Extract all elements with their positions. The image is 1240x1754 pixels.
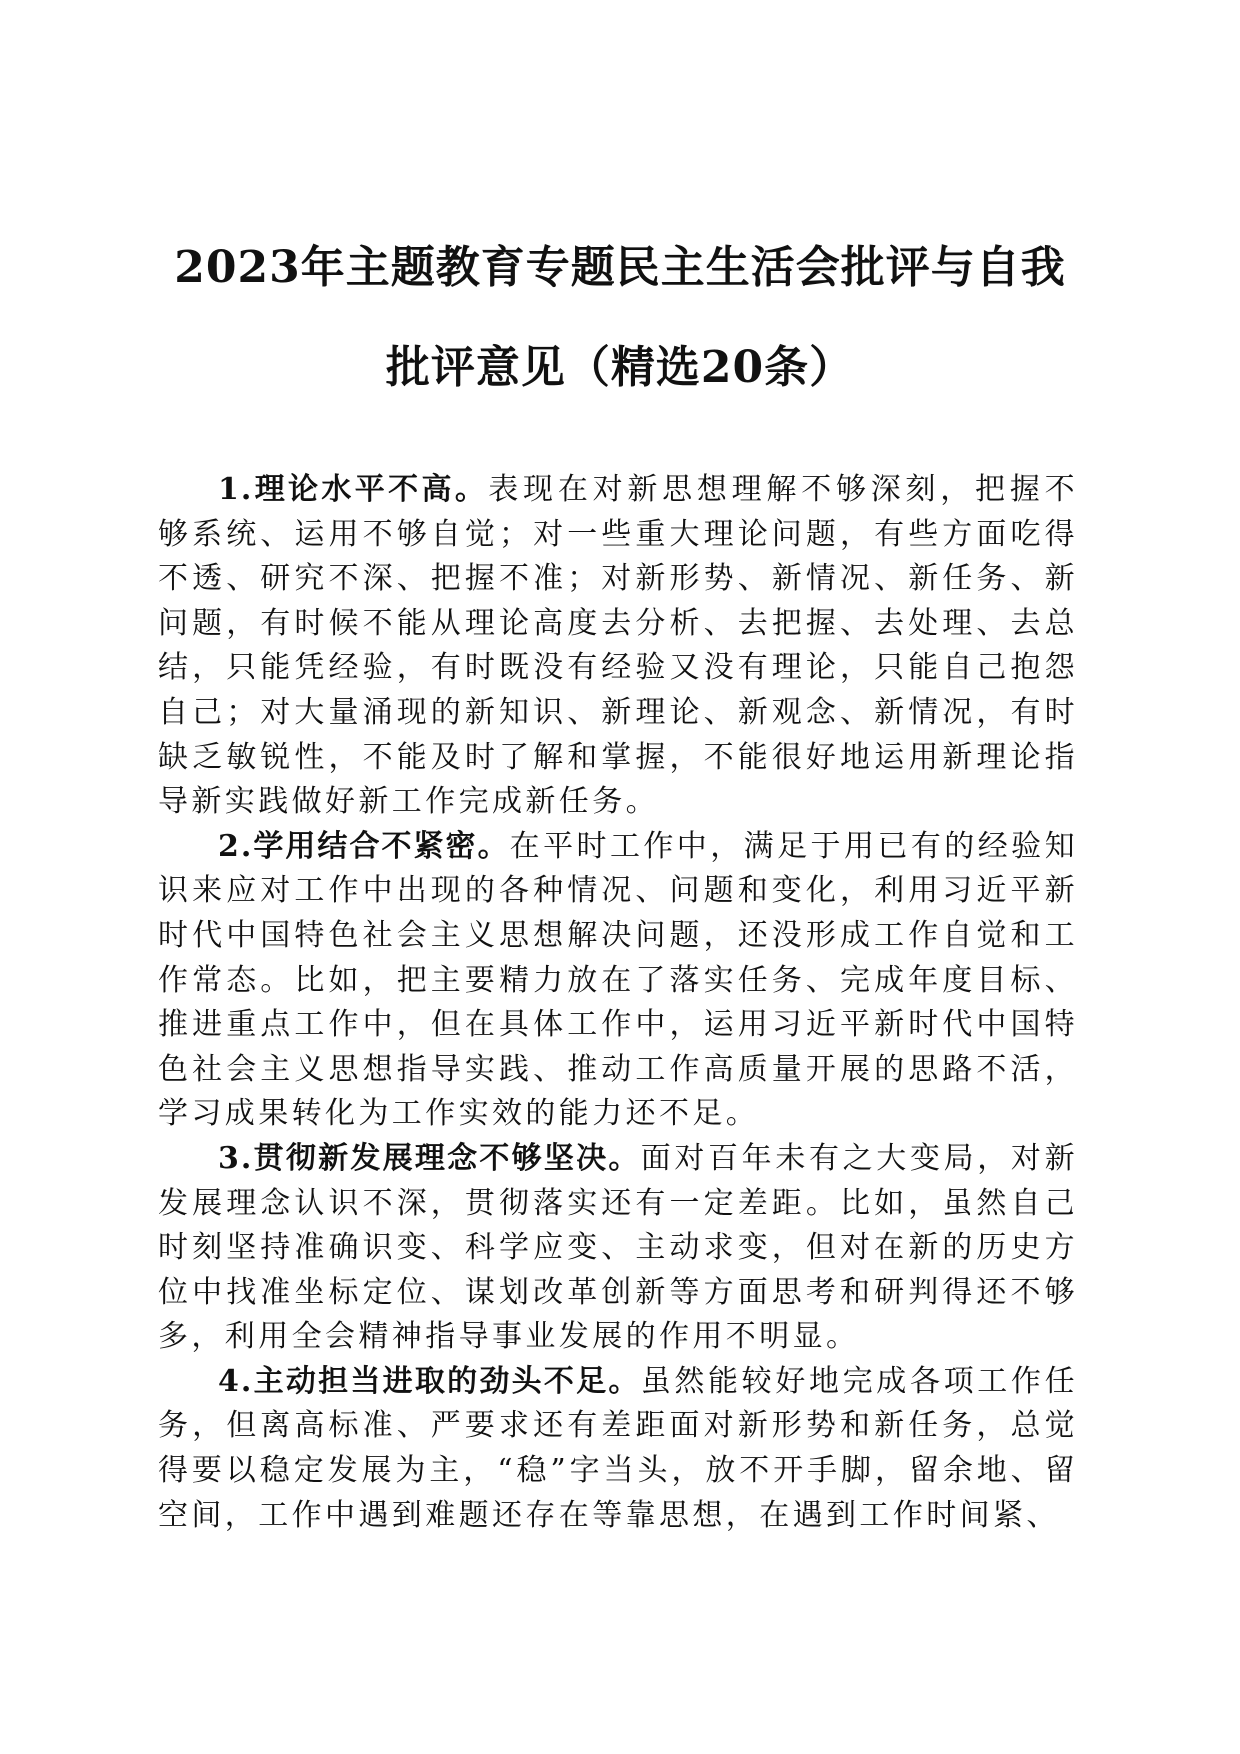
paragraph-text: 在平时工作中，满足于用已有的经验知识来应对工作中出现的各种情况、问题和变化，利用习近平新时代中国特色社会主义思想解决问题，还没形成工作自觉和工作常态。比如，把主要精力放在了落实任务、完成年度目标、推进重点工作中，但在具体工作中，运用习近平新时代中国特色社会主义思想指导实践、推动工作高质量开展的思路不活，学习成果转化为工作实效的能力还不足。: [158, 828, 1078, 1132]
paragraph-heading: 4.主动担当进取的劲头不足。: [218, 1363, 641, 1399]
paragraph-heading: 1.理论水平不高。: [218, 472, 489, 507]
title-line-2: 批评意见（精选20条）: [385, 342, 855, 393]
paragraph-text: 虽然能较好地完成各项工作任务，但离高标准、严要求还有差距面对新形势和新任务，总觉得要以稳定发展为主，“稳”字当头，放不开手脚，留余地、留空间，工作中遇到难题还存在等靠思想，在遇到工作时间紧、: [158, 1363, 1078, 1533]
paragraph-heading: 3.贯彻新发展理念不够坚决。: [218, 1140, 641, 1176]
document-body: [158, 468, 1078, 1538]
paragraph-text: 面对百年未有之大变局，对新发展理念认识不深，贯彻落实还有一定差距。比如，虽然自己时刻坚持准确识变、科学应变、主动求变，但对在新的历史方位中找准坐标定位、谋划改革创新等方面思考和研判得还不够多，利用全会精神指导事业发展的作用不明显。: [158, 1140, 1078, 1355]
title-line-1: 2023年主题教育专题民主生活会批评与自我: [174, 242, 1066, 293]
paragraph-heading: 2.学用结合不紧密。: [218, 828, 510, 864]
paragraph-text: 表现在对新思想理解不够深刻，把握不够系统、运用不够自觉；对一些重大理论问题，有些方面吃得不透、研究不深、把握不准；对新形势、新情况、新任务、新问题，有时候不能从理论高度去分析、去把握、去处理、去总结，只能凭经验，有时既没有经验又没有理论，只能自己抱怨自己；对大量涌现的新知识、新理论、新观念、新情况，有时缺乏敏锐性，不能及时了解和掌握，不能很好地运用新理论指导新实践做好新工作完成新任务。: [158, 472, 1078, 820]
paragraph-3: [158, 1137, 1078, 1360]
paragraph-1: [158, 468, 1078, 825]
document-title: [150, 218, 1090, 418]
paragraph-4: [158, 1360, 1078, 1538]
paragraph-2: [158, 825, 1078, 1137]
